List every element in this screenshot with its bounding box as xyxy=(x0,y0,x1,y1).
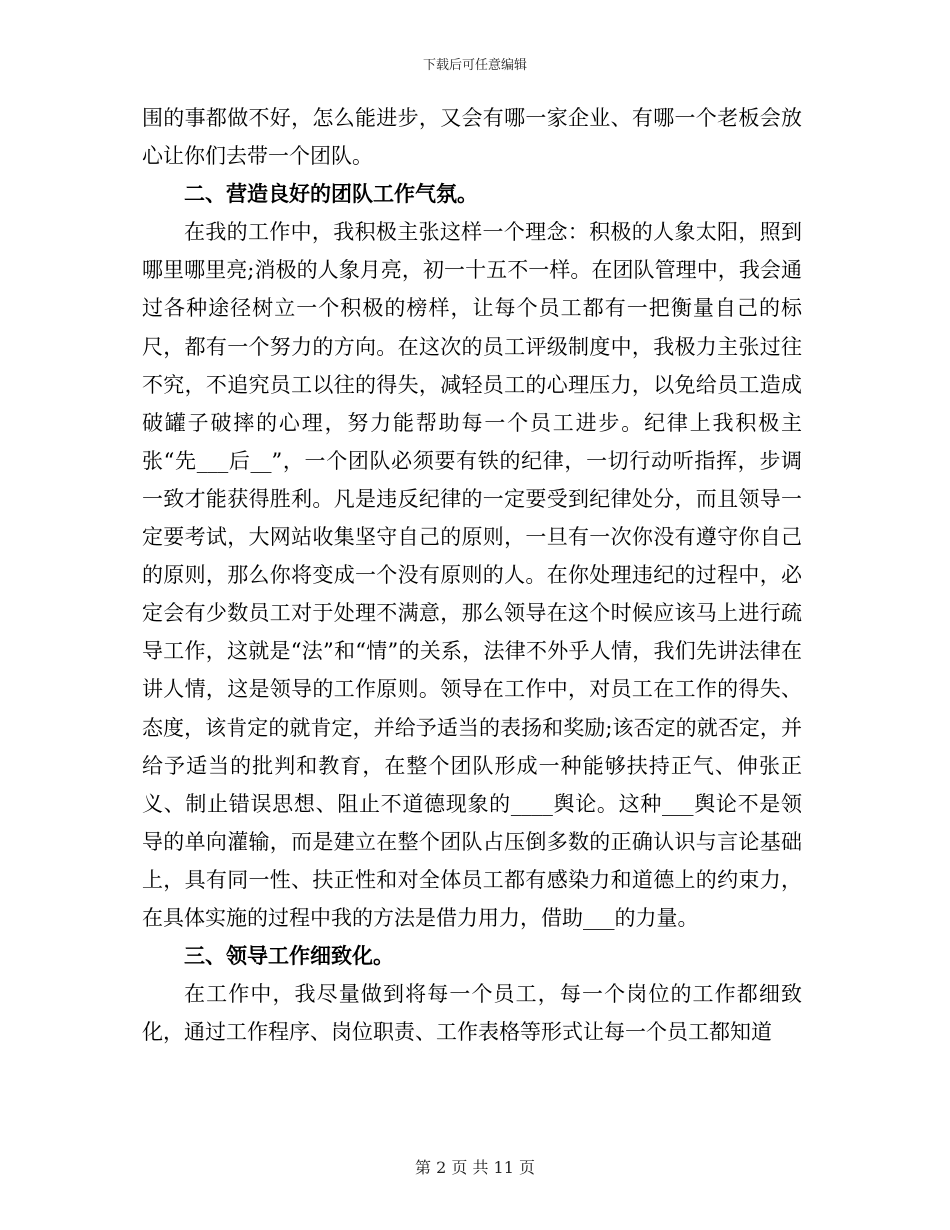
paragraph-continued: 围的事都做不好，怎么能进步，又会有哪一家企业、有哪一个老板会放心让你们去带一个团队。 xyxy=(142,106,802,169)
paragraph-team-atmosphere: 在我的工作中，我积极主张这样一个理念：积极的人象太阳，照到哪里哪里亮;消极的人象月亮，初一十五不一样。在团队管理中，我会通过各种途径树立一个积极的榜样，让每个员工都有一把衡量自己的标尺，都有一个努力的方向。在这次的员工评级制度中，我极力主张过往不究，不追究员工以往的得失，减轻员工的心理压力，以免给员工造成破罐子破摔的心理，努力能帮助每一个员工进步。纪律上我积极主张“先___后__”，一个团队必须要有铁的纪律，一切行动听指挥，步调一致才能获得胜利。凡是违反纪律的一定要受到纪律处分，而且领导一定要考试，大网站收集坚守自己的原则，一旦有一次你没有遵守你自己的原则，那么你将变成一个没有原则的人。在你处理违纪的过程中，必定会有少数员工对于处理不满意，那么领导在这个时候应该马上进行疏导工作，这就是“法”和“情”的关系，法律不外乎人情，我们先讲法律在讲人情，这是领导的工作原则。领导在工作中，对员工在工作的得失、态度，该肯定的就肯定，并给予适当的表扬和奖励;该否定的就否定，并给予适当的批判和教育，在整个团队形成一种能够扶持正气、伸张正义、制止错误思想、阻止不道德现象的____舆论。这种___舆论不是领导的单向灌输，而是建立在整个团队占压倒多数的正确认识与言论基础上，具有同一性、扶正性和对全体员工都有感染力和道德上的约束力，在具体实施的过程中我的方法是借力用力，借助___的力量。 xyxy=(142,220,802,930)
section-heading-3: 三、领导工作细致化。 xyxy=(184,943,394,969)
paragraph-detailed-work: 在工作中，我尽量做到将每一个员工，每一个岗位的工作都细致化，通过工作程序、岗位职责、工作表格等形式让每一个员工都知道 xyxy=(142,982,802,1045)
section-heading-2: 二、营造良好的团队工作气氛。 xyxy=(184,181,478,207)
document-body xyxy=(142,99,802,1051)
page-footer: 第 2 页 共 11 页 xyxy=(415,1158,535,1177)
page-header: 下载后可任意编辑 xyxy=(422,58,527,73)
